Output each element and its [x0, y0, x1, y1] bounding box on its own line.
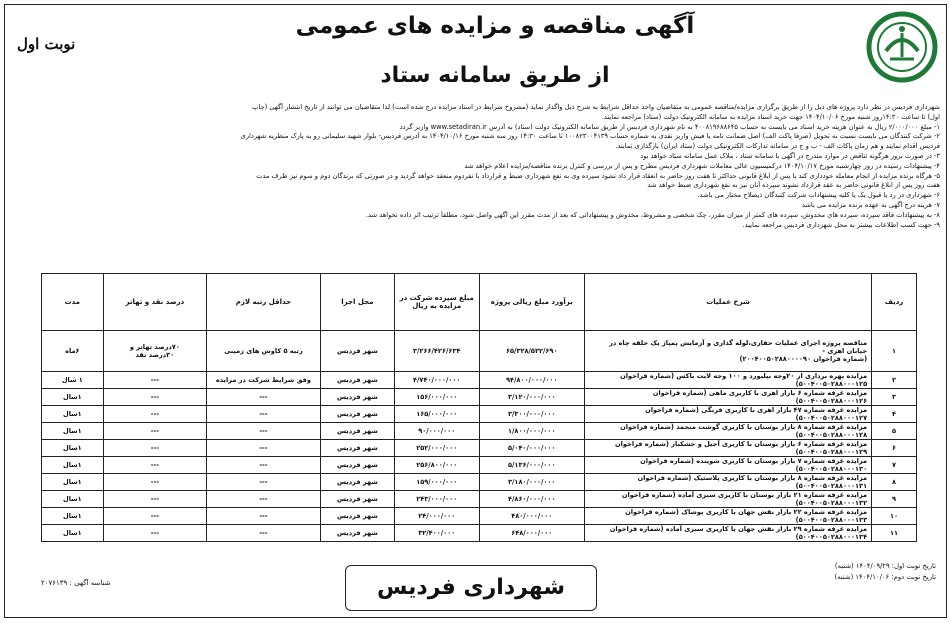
- table-row: [42, 457, 917, 474]
- cell-duration: ۱سال: [42, 440, 104, 457]
- cell-location: شهر فردیس: [320, 406, 394, 423]
- intro-line: ۷- هزینه درج آگهی به عهده برنده مزایده می باشد: [801, 200, 940, 209]
- cell-duration: ۱سال: [42, 508, 104, 525]
- cell-row-number: ۷: [872, 457, 917, 474]
- ad-identifier: شناسه آگهی : ۲۰۷۶۱۳۹: [41, 579, 111, 587]
- header-description: شرح عملیات: [584, 274, 871, 331]
- cell-duration: ۱سال: [42, 423, 104, 440]
- table-row: [42, 525, 917, 542]
- cell-location: شهر فردیس: [320, 440, 394, 457]
- cell-payment: ---: [103, 423, 206, 440]
- cell-rank: رتبه ۵ کاوش های زمینی: [207, 331, 321, 372]
- header-deposit: مبلغ سپرده شرکت در مزایده به ریال: [394, 274, 479, 331]
- header-duration: مدت: [42, 274, 104, 331]
- date-second: تاریخ نوبت دوم: ۱۴۰۴/۱۰/۰۶ (شنبه): [834, 573, 936, 581]
- cell-rank: ---: [207, 440, 321, 457]
- cell-description: مزایده غرفه شماره ۲۹ بازار نقش جهان با کاربری سبزی آماده (شماره فراخوان ۵۰۰۴۰۰۵۰۲۸۸۰۰۰۱۳۴): [584, 525, 871, 542]
- cell-deposit: ۹۰/۰۰۰/۰۰۰: [394, 423, 479, 440]
- cell-rank: ---: [207, 406, 321, 423]
- cell-rank: ---: [207, 389, 321, 406]
- cell-deposit: ۴/۷۴۰/۰۰۰/۰۰۰: [394, 372, 479, 389]
- page-subtitle: از طریق سامانه ستاد: [380, 63, 610, 88]
- cell-rank: ---: [207, 525, 321, 542]
- cell-estimate: ۱/۸۰۰/۰۰۰/۰۰۰: [479, 423, 584, 440]
- cell-estimate: ۴/۸۶۰/۰۰۰/۰۰۰: [479, 491, 584, 508]
- fardis-municipality-logo-icon: [866, 11, 938, 83]
- cell-duration: ۶ماه: [42, 331, 104, 372]
- cell-payment: ---: [103, 372, 206, 389]
- intro-text: [11, 103, 940, 230]
- cell-row-number: ۲: [872, 372, 917, 389]
- cell-row-number: ۵: [872, 423, 917, 440]
- cell-description: مزایده غرفه شماره ۷ بازار بوستان با کاربری شوینده (شماره فراخوان ۵۰۰۴۰۰۵۰۲۸۸۰۰۰۱۳۰): [584, 457, 871, 474]
- cell-location: شهر فردیس: [320, 331, 394, 372]
- cell-row-number: ۱: [872, 331, 917, 372]
- cell-row-number: ۳: [872, 389, 917, 406]
- cell-deposit: ۲۴۳/۰۰۰/۰۰۰: [394, 491, 479, 508]
- cell-location: شهر فردیس: [320, 457, 394, 474]
- cell-estimate: ۳/۳۰۰/۰۰۰/۰۰۰: [479, 406, 584, 423]
- cell-description: مزایده غرفه شماره ۲۲ بازار نقش جهان با کاربری پوشاک (شماره فراخوان ۵۰۰۴۰۰۵۰۲۸۸۰۰۰۱۳۳): [584, 508, 871, 525]
- cell-deposit: ۳/۲۶۶/۴۲۶/۶۳۴: [394, 331, 479, 372]
- intro-line: اول) تا ساعت ۱۴:۳۰روز شنبه مورخ ۱۴۰۴/۱۰/۰۶ جهت خرید اسناد مزایده به سامانه الکترونیک دولت (ستاد) مراجعه نمایند.: [601, 112, 940, 121]
- intro-line: هفت روز پس از ابلاغ قانونی حاضر به عقد قرارداد نشوند سپرده آنان نیز به نفع شهرداری ضبط خواهد شد: [647, 181, 940, 190]
- cell-description: مزایده غرفه شماره ۶ بازار اهری با کاربری ماهی (شماره فراخوان ۵۰۰۴۰۰۵۰۲۸۸۰۰۰۱۲۶): [584, 389, 871, 406]
- cell-deposit: ۲۴/۰۰۰/۰۰۰: [394, 508, 479, 525]
- intro-line: ۵- هرگاه برنده مزایده از انجام معامله خودداری کند یا پس از ابلاغ قانونی حداکثر تا هفت روز حاضر به انعقاد قرار داد نشود سپرده وی به نفع شهرداری ضبط و قرارداد با نفردوم منعقد خواهد گردید و در صورتی که برندگان دوم و سوم نیز ظرف مدت: [256, 171, 940, 180]
- cell-payment: ---: [103, 508, 206, 525]
- cell-location: شهر فردیس: [320, 423, 394, 440]
- header-row-number: ردیف: [872, 274, 917, 331]
- header-location: محل اجرا: [320, 274, 394, 331]
- intro-line: فردیس اقدام نمایند و هم زمان پاکات الف - ب و ج در سامانه تدارکات الکترونیکی دولت (ستاد ایران) بارگذاری نمایند.: [615, 142, 940, 151]
- intro-line: ۱- مبلغ ۲/۰۰۰/۰۰۰ ریال به عنوان هزینه خرید اسناد می بایست به حساب ۴۰۰۸۱۹۶۸۸۶۴۵ به نام شهرداری فردیس از طریق سامانه الکترونیک دولت (ستاد) به آدرس www.setadiran.ir واریز گردد: [399, 122, 940, 131]
- cell-duration: ۱ سال: [42, 372, 104, 389]
- cell-description: مزایده غرفه شماره ۲۱ بازار بوستان با کاربری سبزی آماده (شماره فراخوان ۵۰۰۴۰۰۵۰۲۸۸۰۰۰۱۳۲): [584, 491, 871, 508]
- cell-estimate: ۶۵/۳۲۸/۵۳۲/۶۹۰: [479, 331, 584, 372]
- cell-row-number: ۸: [872, 474, 917, 491]
- cell-location: شهر فردیس: [320, 525, 394, 542]
- cell-payment: ۷۰درصد تهاتر و ۳۰درصد نقد: [103, 331, 206, 372]
- cell-payment: ---: [103, 474, 206, 491]
- table-row: [42, 331, 917, 372]
- table-row: [42, 440, 917, 457]
- cell-payment: ---: [103, 491, 206, 508]
- cell-rank: ---: [207, 474, 321, 491]
- cell-duration: ۱سال: [42, 457, 104, 474]
- cell-location: شهر فردیس: [320, 508, 394, 525]
- header-payment: درصد نقد و تهاتر: [103, 274, 206, 331]
- intro-line: ۹- جهت کسب اطلاعات بیشتر به محل شهرداری فردیس مراجعه نمایید.: [742, 220, 940, 229]
- intro-line: ۶- شهرداری در رد یا قبول یک یا کلیه پیشنهادات شرکت کنندگان ذیصلاح مختار می باشد.: [697, 191, 940, 200]
- cell-row-number: ۶: [872, 440, 917, 457]
- cell-row-number: ۱۰: [872, 508, 917, 525]
- cell-payment: ---: [103, 525, 206, 542]
- cell-duration: ۱سال: [42, 525, 104, 542]
- table-row: [42, 508, 917, 525]
- cell-rank: وفق شرایط شرکت در مزایده: [207, 372, 321, 389]
- round-label: نوبت اول: [17, 35, 76, 53]
- cell-rank: ---: [207, 491, 321, 508]
- tender-table: [41, 273, 917, 542]
- intro-line: شهرداری فردیس در نظر دارد پروژه های ذیل را از طریق برگزاری مزایده/مناقصه عمومی به متقاضیان واجد حداقل شرایط به شرح ذیل واگذار نماید (مشروح شرایط در اسناد مزایده درج شده است) لذا متقاضیان می توانند از تاریخ انتشار آگهی (چاپ: [252, 103, 940, 111]
- cell-estimate: ۳/۱۲۰/۰۰۰/۰۰۰: [479, 389, 584, 406]
- cell-estimate: ۶۴۸/۰۰۰/۰۰۰: [479, 525, 584, 542]
- cell-description: مزایده غرفه شماره ۴۷ بازار اهری با کاربری فرنگی (شماره فراخوان ۵۰۰۴۰۰۵۰۲۸۸۰۰۰۱۲۷): [584, 406, 871, 423]
- cell-description: مناقصه پروژه اجرای عملیات حفاری،لوله گذاری و آزمایش پمپاژ یک حلقه چاه در خیابان اهری - (شماره فراخوان ۲۰۰۴۰۰۵۰۲۸۸۰۰۰۰۹۰): [584, 331, 871, 372]
- date-first: تاریخ نوبت اول: ۱۴۰۴/۰۹/۲۹ (شنبه): [834, 562, 936, 570]
- header-rank: حداقل رتبه لازم: [207, 274, 321, 331]
- cell-rank: ---: [207, 457, 321, 474]
- cell-location: شهر فردیس: [320, 474, 394, 491]
- cell-payment: ---: [103, 389, 206, 406]
- cell-rank: ---: [207, 508, 321, 525]
- cell-location: شهر فردیس: [320, 491, 394, 508]
- cell-duration: ۱سال: [42, 406, 104, 423]
- table-row: [42, 389, 917, 406]
- cell-deposit: ۱۵۹/۰۰۰/۰۰۰: [394, 474, 479, 491]
- intro-line: ۳- در صورت بروز هرگونه تناقض در موارد مندرج در آگهی با سامانه ستاد ، ملاک عمل سامانه ستاد خواهد بود: [640, 151, 940, 160]
- cell-location: شهر فردیس: [320, 372, 394, 389]
- cell-duration: ۱سال: [42, 474, 104, 491]
- cell-estimate: ۵/۰۴۰/۰۰۰/۰۰۰: [479, 440, 584, 457]
- cell-row-number: ۹: [872, 491, 917, 508]
- cell-payment: ---: [103, 440, 206, 457]
- cell-deposit: ۲۵۲/۰۰۰/۰۰۰: [394, 440, 479, 457]
- table-row: [42, 406, 917, 423]
- cell-deposit: ۳۲/۴۰۰/۰۰۰: [394, 525, 479, 542]
- cell-rank: ---: [207, 423, 321, 440]
- cell-row-number: ۱۱: [872, 525, 917, 542]
- cell-estimate: ۴۸۰/۰۰۰/۰۰۰: [479, 508, 584, 525]
- table-row: [42, 423, 917, 440]
- page-title: آگهی مناقصه و مزایده های عمومی: [295, 13, 695, 39]
- cell-location: شهر فردیس: [320, 389, 394, 406]
- cell-description: مزایده غرفه شماره ۸ بازار بوستان با کاربری پلاستیک (شماره فراخوان ۵۰۰۴۰۰۵۰۲۸۸۰۰۰۱۳۱): [584, 474, 871, 491]
- cell-deposit: ۱۶۵/۰۰۰/۰۰۰: [394, 406, 479, 423]
- cell-estimate: ۹۴/۸۰۰/۰۰۰/۰۰۰: [479, 372, 584, 389]
- table-header-row: [42, 274, 917, 331]
- table-row: [42, 491, 917, 508]
- cell-deposit: ۱۵۶/۰۰۰/۰۰۰: [394, 389, 479, 406]
- intro-line: ۲- شرکت کنندگان می بایست نسبت به تحویل (صرفا پاکت الف) اصل ضمانت نامه یا فیش واریز نقدی به شماره حساب ۱۰۰۸۲۳۰۰۴۱۳۹ تا ساعت ۱۴:۳۰ روز سه شنبه مورخ ۱۴۰۴/۱۰/۱۶ به آدرس فردیس- بلوار شهید سلیمانی رو به پارک منظریه شهرداری: [240, 132, 940, 141]
- cell-row-number: ۴: [872, 406, 917, 423]
- cell-description: مزایده بهره برداری از ۲۰وجه بیلبورد و ۱۰۰ وجه لایت باکس (شماره فراخوان ۵۰۰۴۰۰۵۰۲۸۸۰۰۰۱۲۵): [584, 372, 871, 389]
- cell-payment: ---: [103, 406, 206, 423]
- cell-estimate: ۵/۱۳۶/۰۰۰/۰۰۰: [479, 457, 584, 474]
- publication-dates: [835, 561, 937, 583]
- intro-line: ۴- پیشنهادات رسیده در روز چهارشنبه مورخ ۱۴۰۴/۱۰/۱۷ درکمیسیون عالی معاملات شهرداری فردیس مطرح و پس از بررسی و کنترل برنده مناقصه/مزایده اعلام خواهد شد: [464, 161, 940, 170]
- cell-estimate: ۳/۱۸۰/۰۰۰/۰۰۰: [479, 474, 584, 491]
- cell-duration: ۱سال: [42, 389, 104, 406]
- signature-box: شهرداری فردیس: [345, 565, 597, 611]
- table-row: [42, 474, 917, 491]
- advertisement-page: [4, 4, 947, 618]
- cell-payment: ---: [103, 457, 206, 474]
- cell-duration: ۱سال: [42, 491, 104, 508]
- cell-deposit: ۲۵۶/۸۰۰/۰۰۰: [394, 457, 479, 474]
- table-row: [42, 372, 917, 389]
- cell-description: مزایده غرفه شماره ۶ بازار بوستان با کاربری آجیل و خشکبار (شماره فراخوان ۵۰۰۴۰۰۵۰۲۸۸۰۰۰۱۲۹): [584, 440, 871, 457]
- intro-line: ۸- به پیشنهادات فاقد سپرده، سپرده های مخدوش، سپرده های کمتر از میزان مقرر، چک شخصی و مشروط، مخدوش و پیشنهاداتی که بعد از مدت مقرر این آگهی واصل شود، مطلقاً ترتیب اثر داده نخواهد شد.: [365, 210, 940, 219]
- header-estimate: برآورد مبلغ ریالی پروژه: [479, 274, 584, 331]
- cell-description: مزایده غرفه شماره ۸ بازار بوستان با کاربری گوشت منجمد (شماره فراخوان ۵۰۰۴۰۰۵۰۲۸۸۰۰۰۱۲۸): [584, 423, 871, 440]
